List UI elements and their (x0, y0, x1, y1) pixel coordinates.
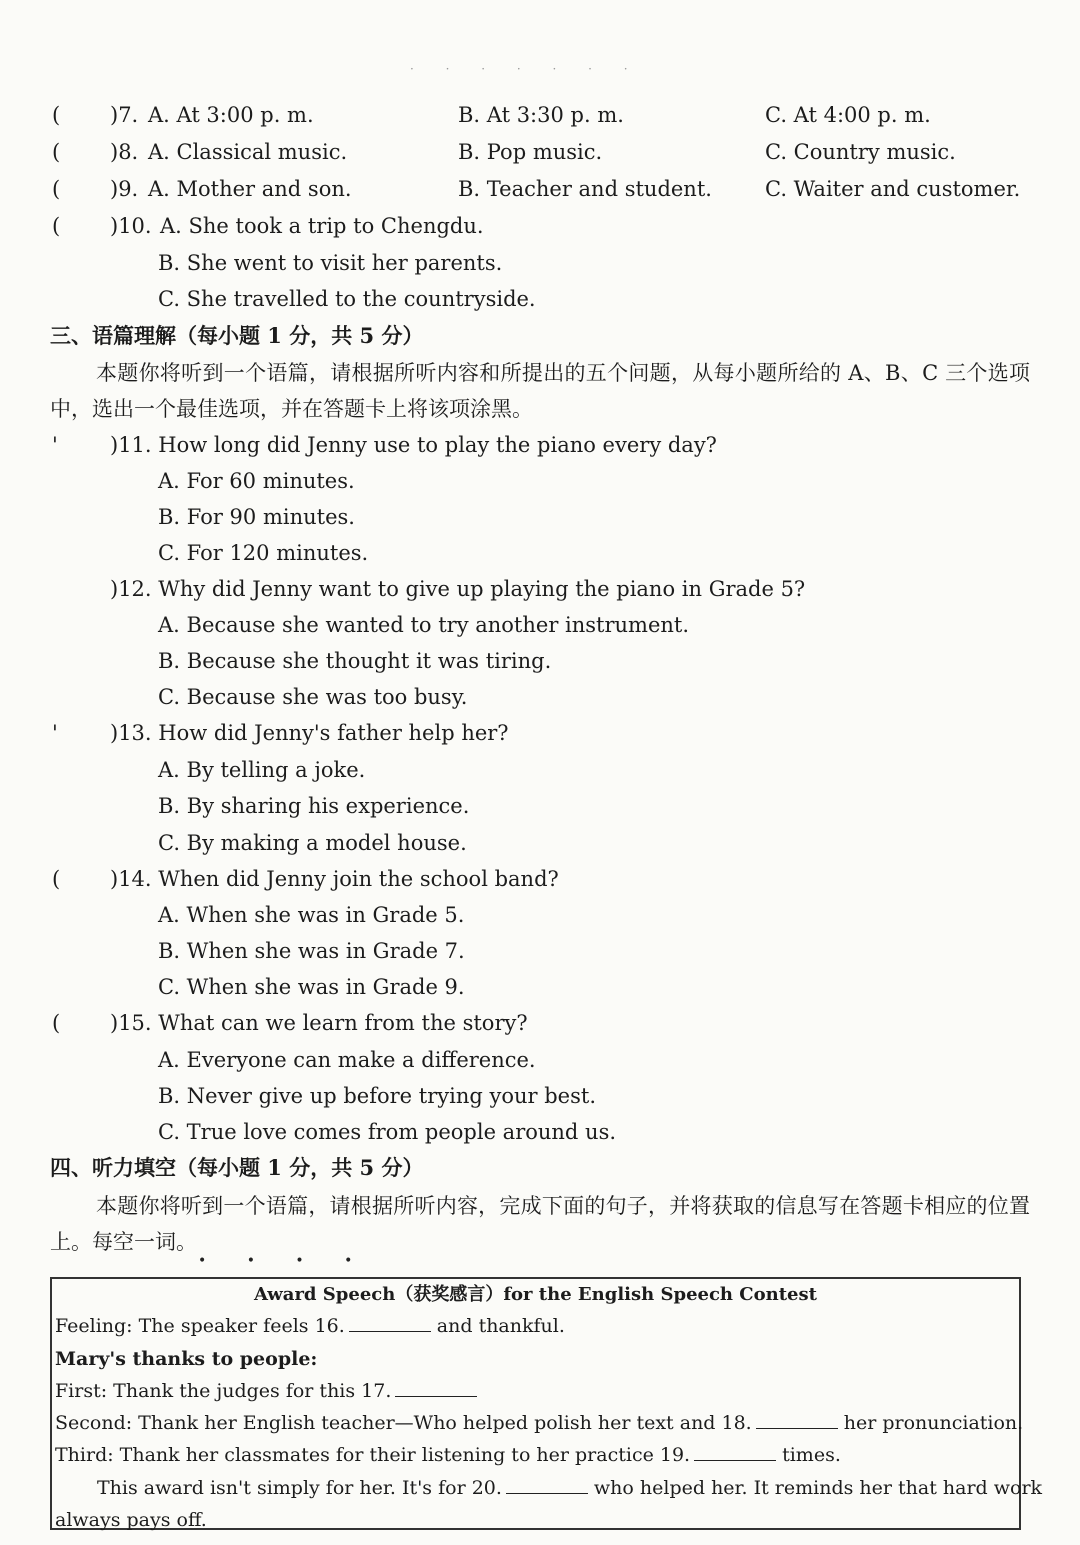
closing-text-mid: who helped her. It reminds her that hard work (593, 1477, 1043, 1499)
second-text: Second: Thank her English teacher—Who helped polish her text and 18. (55, 1412, 752, 1434)
box-title: Award Speech（获奖感言）for the English Speech Contest (254, 1284, 817, 1305)
option-b: B. Teacher and student. (458, 177, 712, 201)
option-c: C. Waiter and customer. (765, 177, 1021, 201)
option-a: A. She took a trip to Chengdu. (160, 214, 484, 238)
blank-17[interactable] (395, 1378, 477, 1397)
option-c: C. Country music. (765, 140, 956, 164)
option-c: C. Because she was too busy. (158, 685, 468, 709)
answer-paren[interactable]: ( (52, 140, 61, 164)
option-a: A. Everyone can make a difference. (158, 1048, 536, 1072)
option-a: A. Mother and son. (148, 177, 352, 201)
answer-paren[interactable]: ( (52, 867, 61, 891)
option-b: B. She went to visit her parents. (158, 251, 503, 275)
answer-paren[interactable]: ( (52, 177, 61, 201)
third-line (55, 1440, 841, 1470)
blank-19[interactable] (694, 1442, 776, 1461)
option-b: B. For 90 minutes. (158, 505, 355, 529)
option-a: A. When she was in Grade 5. (158, 903, 465, 927)
option-b: B. At 3:30 p. m. (458, 103, 624, 127)
option-c: C. For 120 minutes. (158, 541, 369, 565)
option-c: C. By making a model house. (158, 831, 467, 855)
answer-paren[interactable]: ( (52, 214, 61, 238)
question-text: )12. Why did Jenny want to give up playing the piano in Grade 5? (110, 577, 806, 601)
question-text: )15. What can we learn from the story? (110, 1011, 528, 1035)
third-text: Third: Thank her classmates for their listening to her practice 19. (55, 1444, 691, 1466)
award-speech-box (50, 1277, 1043, 1531)
second-text-end: her pronunciation. (843, 1412, 1024, 1434)
question-text: )11. How long did Jenny use to play the piano every day? (110, 433, 717, 457)
answer-paren[interactable]: ' (52, 433, 58, 457)
answer-paren[interactable]: ( (52, 103, 61, 127)
feeling-line (55, 1311, 565, 1341)
option-a: A. At 3:00 p. m. (148, 103, 314, 127)
first-line (55, 1376, 483, 1406)
question-text: )13. How did Jenny's father help her? (110, 721, 509, 745)
emphasis-dots: • • • • (198, 1253, 371, 1269)
section-3-heading: 三、语篇理解（每小题 1 分，共 5 分） (50, 323, 424, 348)
closing-line (97, 1473, 1042, 1503)
third-text-end: times. (782, 1444, 841, 1466)
option-c: C. At 4:00 p. m. (765, 103, 931, 127)
option-c: C. When she was in Grade 9. (158, 975, 465, 999)
feeling-text-end: and thankful. (436, 1315, 565, 1337)
question-number: )10. (110, 214, 152, 238)
blank-16[interactable] (349, 1313, 431, 1332)
option-b: B. Pop music. (458, 140, 603, 164)
option-c: C. She travelled to the countryside. (158, 287, 536, 311)
closing-end: always pays off. (55, 1509, 207, 1531)
option-a: A. By telling a joke. (158, 758, 366, 782)
option-a: A. Classical music. (148, 140, 348, 164)
feeling-text: Feeling: The speaker feels 16. (55, 1315, 345, 1337)
option-c: C. True love comes from people around us. (158, 1120, 617, 1144)
option-b: B. By sharing his experience. (158, 794, 470, 818)
page-top-mark: · · · · · · · (410, 62, 642, 76)
blank-20[interactable] (506, 1475, 588, 1494)
question-number: )7. (110, 103, 139, 127)
answer-paren[interactable]: ( (52, 1011, 61, 1035)
first-text: First: Thank the judges for this 17. (55, 1380, 392, 1402)
section-3-instruction: 本题你将听到一个语篇，请根据所听内容和所提出的五个问题，从每小题所给的 A、B、C 三个选项中，选出一个最佳选项，并在答题卡上将该项涂黑。 (50, 361, 1030, 421)
closing-text: This award isn't simply for her. It's for 20. (97, 1477, 502, 1499)
blank-18[interactable] (756, 1410, 838, 1429)
thanks-heading: Mary's thanks to people: (55, 1348, 318, 1370)
answer-paren[interactable]: ' (52, 721, 58, 745)
option-a: A. For 60 minutes. (158, 469, 355, 493)
question-number: )8. (110, 140, 139, 164)
second-line (55, 1408, 1023, 1438)
question-text: )14. When did Jenny join the school band? (110, 867, 559, 891)
question-number: )9. (110, 177, 139, 201)
section-4-heading: 四、听力填空（每小题 1 分，共 5 分） (50, 1155, 424, 1180)
option-b: B. Never give up before trying your best. (158, 1084, 596, 1108)
option-b: B. When she was in Grade 7. (158, 939, 465, 963)
option-a: A. Because she wanted to try another instrument. (158, 613, 690, 637)
section-4-instruction: 本题你将听到一个语篇，请根据所听内容，完成下面的句子，并将获取的信息写在答题卡相应的位置上。每空一词。 (50, 1194, 1030, 1254)
option-b: B. Because she thought it was tiring. (158, 649, 552, 673)
